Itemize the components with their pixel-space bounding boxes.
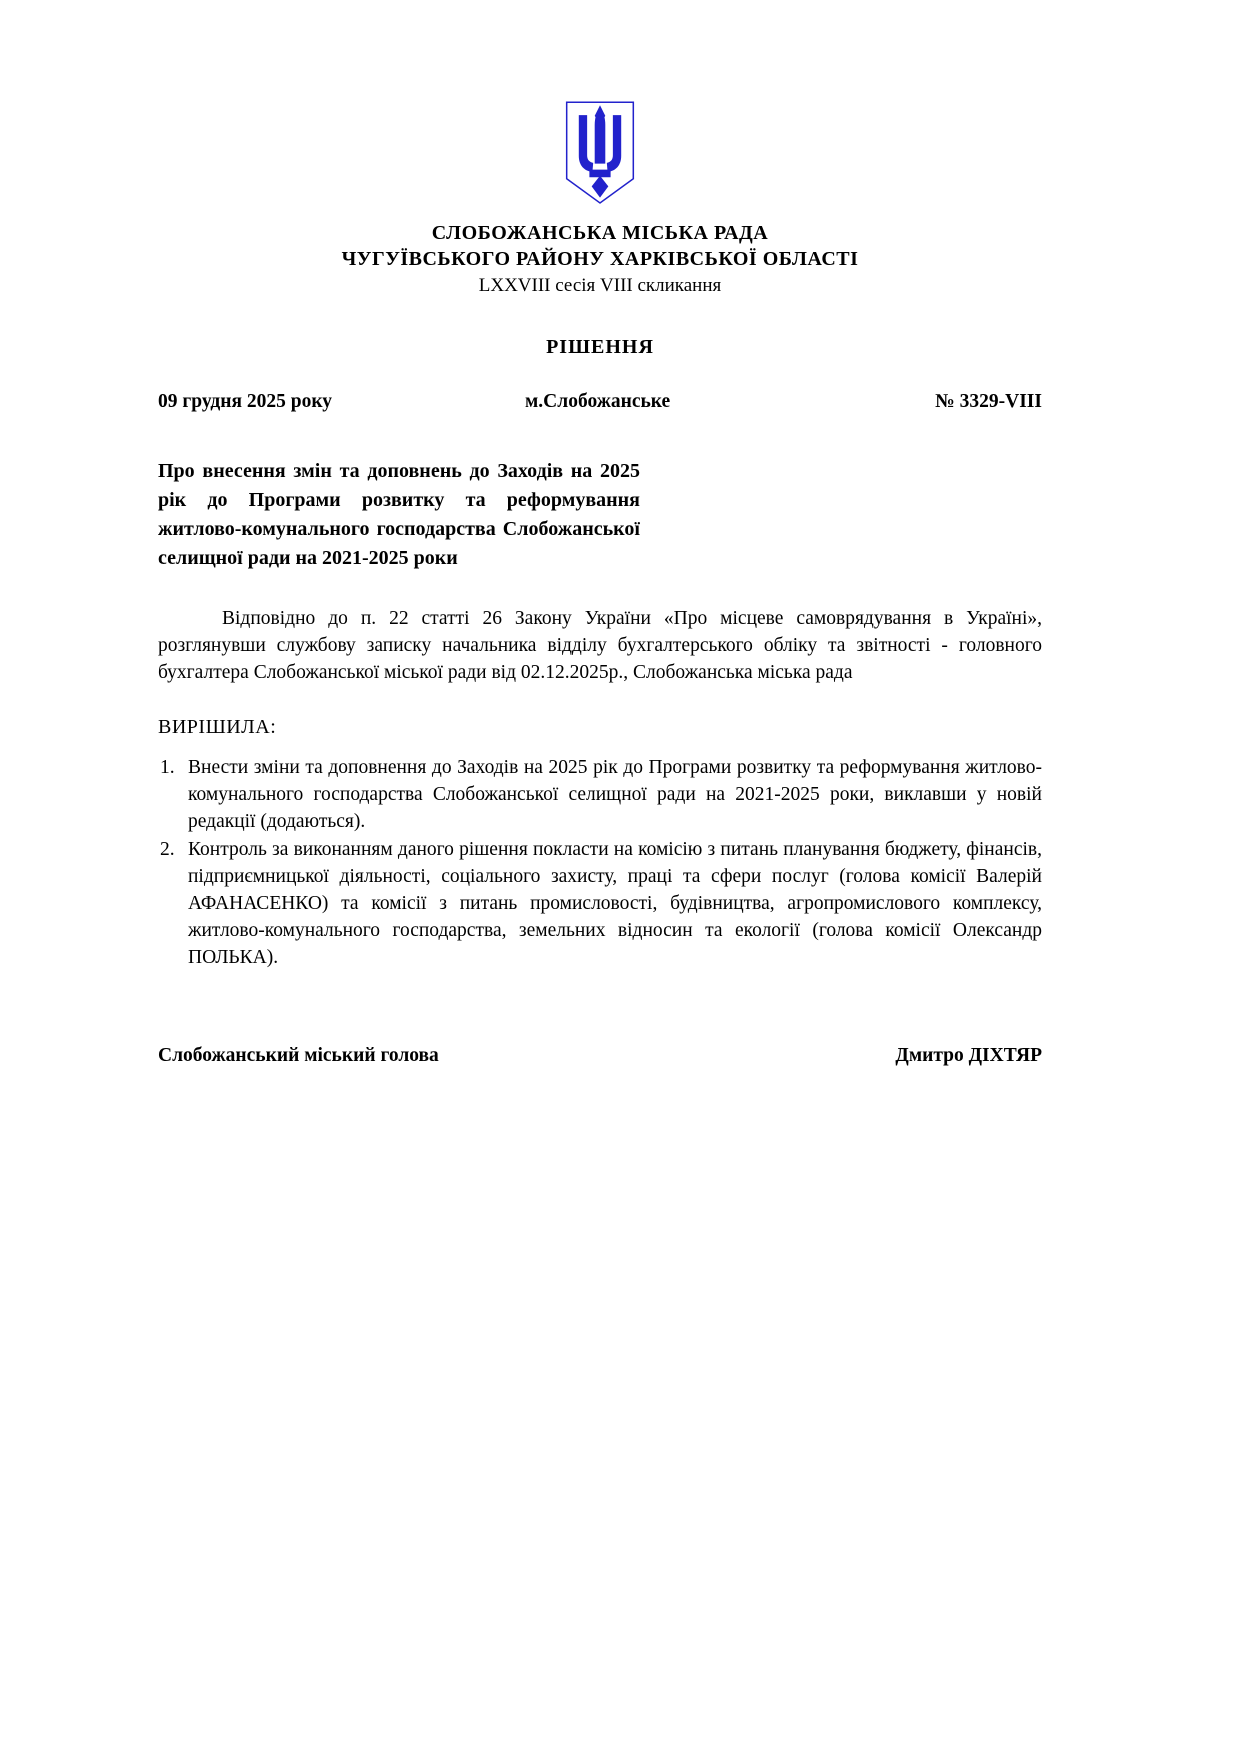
signer-title: Слобожанський міський голова (158, 1045, 439, 1066)
doc-subject: Про внесення змін та доповнень до Заходів на 2025 рік до Програми розвитку та реформування житлово-комунального господарства Слобожанської селищної ради на 2021-2025 роки (158, 460, 640, 569)
ukraine-trident-shield-icon (562, 100, 638, 206)
document-header (158, 220, 1042, 298)
emblem-container (158, 100, 1042, 206)
list-item (158, 754, 1042, 835)
signature-row (158, 1045, 1042, 1067)
document-content (158, 100, 1042, 1067)
session-line: LXXVIII сесія VIII скликання (478, 275, 722, 296)
list-item-number: 2. (160, 839, 175, 860)
list-item-number: 1. (160, 757, 175, 778)
resolved-word: ВИРІШИЛА: (158, 716, 277, 738)
list-item-text: Внести зміни та доповнення до Заходів на 2025 рік до Програми розвитку та реформування житлово-комунального господарства Слобожанської селищної ради на 2021-2025 роки, виклавши у новій редакції (додаються). (188, 757, 1042, 832)
doc-place: м.Слобожанське (525, 391, 671, 412)
org-name-line1: СЛОБОЖАНСЬКА МІСЬКА РАДА (431, 222, 769, 244)
org-name-line2: ЧУГУЇВСЬКОГО РАЙОНУ ХАРКІВСЬКОЇ ОБЛАСТІ (341, 248, 859, 270)
doc-type-title: РІШЕННЯ (546, 336, 654, 358)
doc-preamble: Відповідно до п. 22 статті 26 Закону України «Про місцеве самоврядування в Україні», розглянувши службову записку начальника відділу бухгалтерського обліку та звітності - головного бухгалтера Слобожанської міської ради від 02.12.2025р., Слобожанська міська рада (158, 608, 1042, 683)
resolution-list (158, 754, 1042, 971)
list-item (158, 836, 1042, 971)
meta-row (158, 391, 1042, 413)
signer-name: Дмитро ДІХТЯР (895, 1045, 1042, 1066)
doc-number: № 3329-VIII (935, 391, 1042, 412)
list-item-text: Контроль за виконанням даного рішення покласти на комісію з питань планування бюджету, фінансів, підприємницької діяльності, соціального захисту, праці та сфери послуг (голова комісії Валерій АФАНАСЕНКО) та комісії з питань промисловості, будівництва, агропромислового комплексу, житлово-комунального господарства, земельних відносин та екології (голова комісії Олександр ПОЛЬКА). (188, 839, 1042, 968)
doc-date: 09 грудня 2025 року (158, 391, 333, 412)
